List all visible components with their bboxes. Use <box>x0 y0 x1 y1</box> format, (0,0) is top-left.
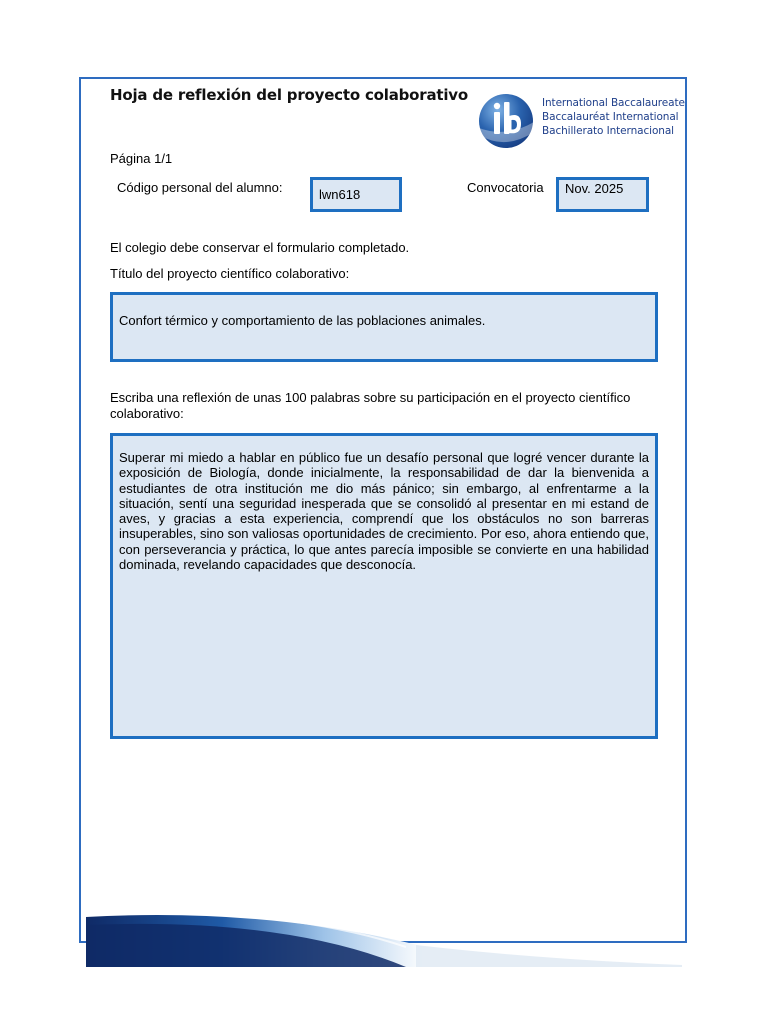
ib-logo <box>477 92 687 150</box>
student-code-value: lwn618 <box>319 187 361 202</box>
document-title: Hoja de reflexión del proyecto colaborativo <box>110 86 468 104</box>
page-indicator: Página 1/1 <box>110 151 173 166</box>
logo-line-1: International Baccalaureate <box>542 97 685 109</box>
project-title-label: Título del proyecto científico colaborativo: <box>110 266 350 281</box>
logo-line-3: Bachillerato Internacional <box>542 125 674 137</box>
reflection-prompt: Escriba una reflexión de unas 100 palabras sobre su participación en el proyecto científico colaborativo: <box>110 390 631 421</box>
ib-logo-text <box>542 96 685 138</box>
project-title-field[interactable] <box>110 292 658 362</box>
session-value: Nov. 2025 <box>565 181 624 196</box>
student-code-field[interactable] <box>310 177 402 212</box>
session-field[interactable] <box>556 177 649 212</box>
student-code-label: Código personal del alumno: <box>117 180 283 195</box>
project-title-value: Confort térmico y comportamiento de las poblaciones animales. <box>119 313 486 328</box>
session-label: Convocatoria <box>467 180 544 195</box>
ib-logo-icon <box>477 92 537 150</box>
retention-notice: El colegio debe conservar el formulario completado. <box>110 240 410 255</box>
ib-footer-swoosh <box>86 907 682 967</box>
reflection-field[interactable] <box>110 433 658 739</box>
reflection-text: Superar mi miedo a hablar en público fue un desafío personal que logré vencer durante la exposición de Biología, donde inicialmente, la responsabilidad de dar la bienvenida a estudiantes de otra institución me dio más pánico; sin embargo, al enfrentarme a la situación, sentí una seguridad inesperada que se consolidó al presentar en mi estand de aves, y gracias a esta experiencia, comprendí que los obstáculos no son barreras insuperables, sino son valiosas oportunidades de crecimiento. Por eso, ahora entiendo que, con perseverancia y práctica, lo que antes parecía imposible se convierte en una habilidad dominada, revelando capacidades que desconocía. <box>119 450 649 573</box>
logo-line-2: Baccalauréat International <box>542 111 679 123</box>
